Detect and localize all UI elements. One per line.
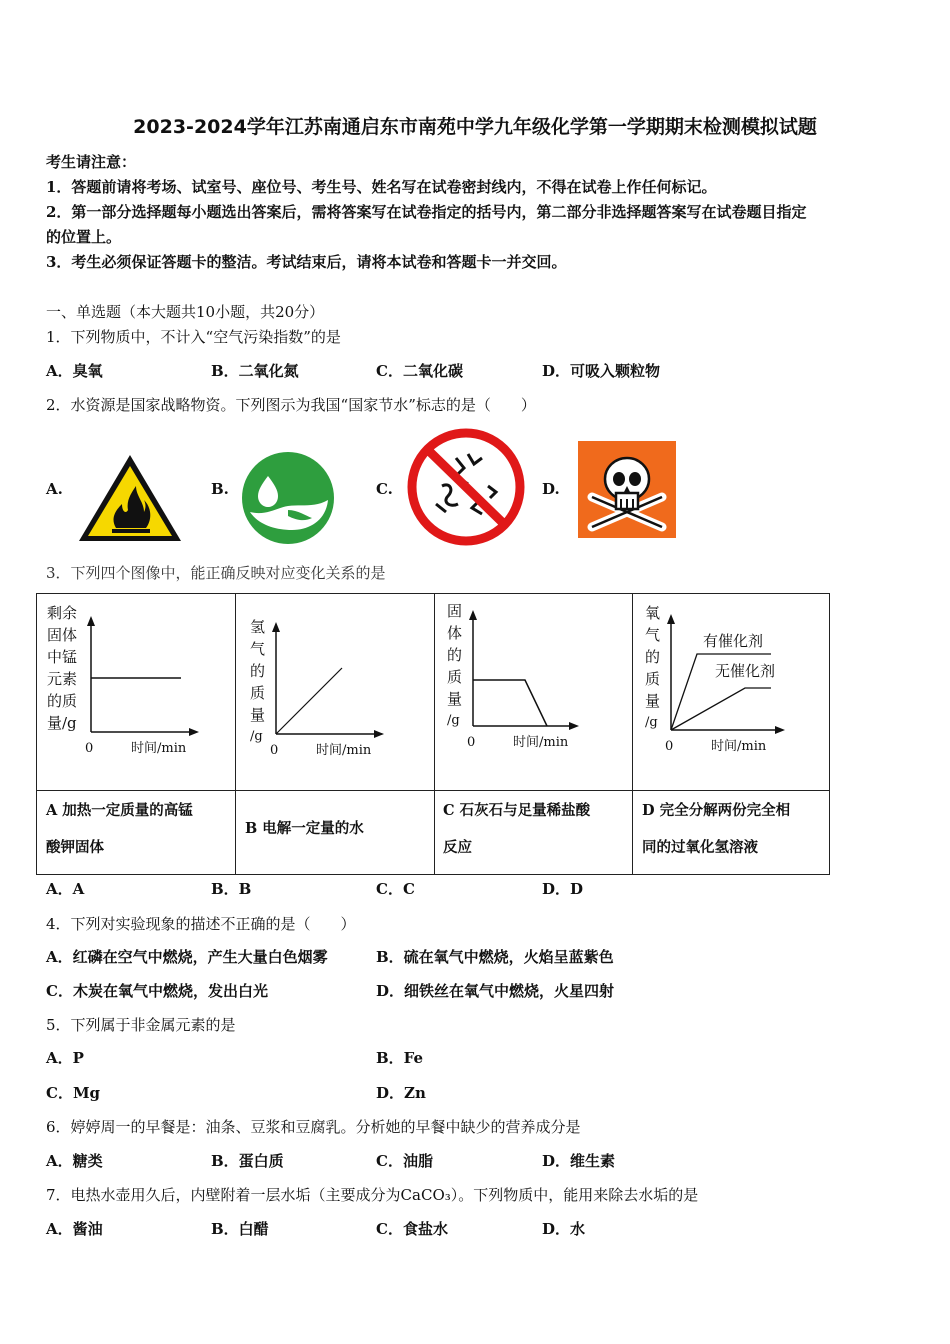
graph-a	[37, 594, 235, 790]
q7-option-b: B．白醋	[211, 1220, 269, 1238]
q2-label-b: B.	[211, 480, 229, 498]
notice-heading: 考生请注意：	[46, 153, 137, 171]
graph-a-xlabel: 时间/min	[131, 741, 187, 756]
graph-a-ylabel-3: 中锰	[47, 648, 78, 666]
q5-option-d: D．Zn	[376, 1084, 426, 1102]
q3-option-c: C．C	[376, 880, 415, 898]
graph-c-ylabel-5: 量	[447, 690, 463, 708]
q3-option-b: B．B	[211, 880, 252, 898]
caption-b: B 电解一定量的水	[245, 820, 364, 837]
graph-d	[633, 594, 831, 790]
graph-d-xlabel: 时间/min	[711, 739, 767, 754]
q6-option-d: D．维生素	[542, 1152, 616, 1170]
q6-stem: 6．婷婷周一的早餐是：油条、豆浆和豆腐乳。分析她的早餐中缺少的营养成分是	[46, 1118, 581, 1136]
graph-a-origin: 0	[85, 741, 94, 756]
q2-label-a: A.	[46, 480, 63, 498]
graph-b-ylabel-1: 氢	[250, 618, 266, 636]
q6-option-a: A．糖类	[46, 1152, 103, 1170]
notice-item-1: 1．答题前请将考场、试室号、座位号、考生号、姓名写在试卷密封线内，不得在试卷上作任何标记。	[46, 178, 717, 196]
graph-d-origin: 0	[665, 739, 674, 754]
q1-option-a: A．臭氧	[46, 362, 103, 380]
graph-b-origin: 0	[270, 743, 279, 758]
graph-b-ylabel-2: 气	[250, 640, 266, 658]
graph-c-xlabel: 时间/min	[513, 735, 569, 750]
no-burning-icon	[406, 428, 526, 546]
graph-b	[236, 594, 434, 790]
page-title: 2023-2024学年江苏南通启东市南苑中学九年级化学第一学期期末检测模拟试题	[133, 116, 817, 138]
q4-stem: 4．下列对实验现象的描述不正确的是（ ）	[46, 915, 356, 933]
graph-b-ylabel-4: 质	[250, 684, 266, 702]
caption-c-line1: C 石灰石与足量稀盐酸	[443, 802, 591, 819]
q3-option-d: D．D	[542, 880, 584, 898]
graph-b-ylabel-5: 量	[250, 706, 266, 724]
q7-stem: 7．电热水壶用久后，内壁附着一层水垢（主要成分为CaCO₃）。下列物质中，能用来除去水垢的是	[46, 1186, 699, 1204]
q1-option-d: D．可吸入颗粒物	[542, 362, 661, 380]
q5-option-b: B．Fe	[376, 1049, 424, 1067]
q4-option-a: A．红磷在空气中燃烧，产生大量白色烟雾	[46, 948, 328, 966]
graph-a-ylabel-5: 的质	[47, 692, 78, 710]
graph-d-ylabel-3: 的	[645, 648, 661, 666]
q2-label-d: D.	[542, 480, 560, 498]
graph-c-origin: 0	[467, 735, 476, 750]
q5-option-c: C．Mg	[46, 1084, 101, 1102]
q1-option-c: C．二氧化碳	[376, 362, 463, 380]
q1-option-b: B．二氧化氮	[211, 362, 299, 380]
toxic-skull-icon	[578, 441, 676, 538]
q6-option-b: B．蛋白质	[211, 1152, 284, 1170]
graph-d-ylabel-4: 质	[645, 670, 661, 688]
q1-stem: 1．下列物质中，不计入“空气污染指数”的是	[46, 328, 341, 346]
q4-option-d: D．细铁丝在氧气中燃烧，火星四射	[376, 982, 615, 1000]
graph-d-ylabel-1: 氧	[645, 604, 661, 622]
graph-d-ylabel-6: /g	[645, 715, 658, 730]
q7-option-a: A．酱油	[46, 1220, 103, 1238]
q7-option-d: D．水	[542, 1220, 586, 1238]
notice-item-3: 3．考生必须保证答题卡的整洁。考试结束后，请将本试卷和答题卡一并交回。	[46, 253, 567, 271]
graph-c-ylabel-2: 体	[447, 624, 463, 642]
q3-graph-table	[36, 593, 830, 875]
q3-option-a: A．A	[46, 880, 85, 898]
graph-b-ylabel-3: 的	[250, 662, 266, 680]
q5-stem: 5．下列属于非金属元素的是	[46, 1016, 236, 1034]
q4-option-b: B．硫在氧气中燃烧，火焰呈蓝紫色	[376, 948, 614, 966]
graph-c-ylabel-1: 固	[447, 602, 463, 620]
graph-c-ylabel-4: 质	[447, 668, 463, 686]
graph-a-ylabel-4: 元素	[47, 670, 78, 688]
q3-stem: 3．下列四个图像中，能正确反映对应变化关系的是	[46, 564, 386, 582]
graph-d-curve1-label: 有催化剂	[703, 632, 764, 650]
graph-d-ylabel-2: 气	[645, 626, 661, 644]
graph-c-ylabel-3: 的	[447, 646, 463, 664]
flammable-warning-icon	[76, 452, 184, 544]
graph-a-ylabel-6: 量/g	[47, 714, 77, 732]
graph-d-ylabel-5: 量	[645, 692, 661, 710]
q2-label-c: C.	[376, 480, 393, 498]
q6-option-c: C．油脂	[376, 1152, 433, 1170]
caption-d-line2: 同的过氧化氢溶液	[642, 839, 758, 856]
graph-c	[435, 594, 633, 790]
caption-d-line1: D 完全分解两份完全相	[642, 802, 791, 819]
notice-item-2: 2．第一部分选择题每小题选出答案后，需将答案写在试卷指定的括号内，第二部分非选择题答案写在试卷题目指定	[46, 203, 807, 221]
q5-option-a: A．P	[46, 1049, 84, 1067]
q4-option-c: C．木炭在氧气中燃烧，发出白光	[46, 982, 268, 1000]
caption-a-line1: A 加热一定质量的高锰	[46, 802, 193, 819]
graph-a-ylabel-2: 固体	[47, 626, 78, 644]
graph-b-xlabel: 时间/min	[316, 743, 372, 758]
caption-a-line2: 酸钾固体	[46, 839, 104, 856]
notice-item-2-cont: 的位置上。	[46, 228, 122, 246]
section-heading: 一、单选题（本大题共10小题，共20分）	[46, 303, 325, 321]
graph-a-ylabel-1: 剩余	[47, 604, 78, 622]
graph-d-curve2-label: 无催化剂	[715, 662, 776, 680]
q7-option-c: C．食盐水	[376, 1220, 448, 1238]
q2-stem: 2．水资源是国家战略物资。下列图示为我国“国家节水”标志的是（ ）	[46, 396, 536, 414]
caption-c-line2: 反应	[443, 839, 472, 856]
water-saving-icon	[240, 450, 336, 546]
graph-c-ylabel-6: /g	[447, 713, 460, 728]
graph-b-ylabel-6: /g	[250, 729, 263, 744]
